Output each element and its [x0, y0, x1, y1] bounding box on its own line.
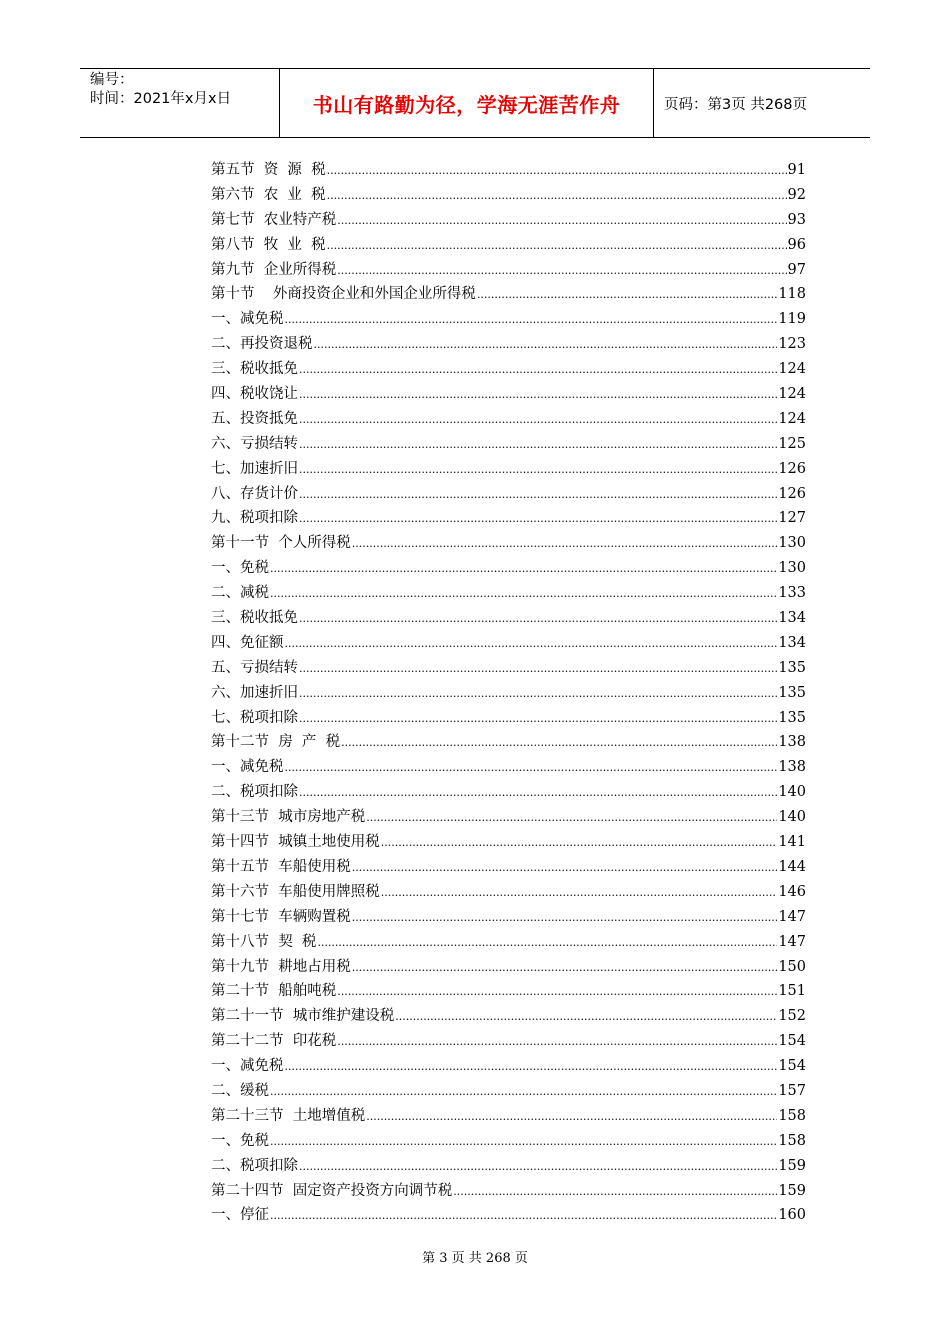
- toc-entry-page-number: 124: [778, 361, 806, 378]
- toc-dot-leader: [285, 635, 778, 651]
- toc-entry-page-number: 146: [778, 883, 806, 900]
- toc-dot-leader: [352, 859, 778, 875]
- toc-dot-leader: [327, 187, 787, 203]
- toc-entry[interactable]: [211, 1079, 806, 1104]
- toc-entry-page-number: 134: [778, 610, 806, 627]
- toc-entry-title: 四、免征额: [211, 634, 284, 651]
- toc-entry[interactable]: [211, 1104, 806, 1129]
- toc-dot-leader: [366, 809, 777, 825]
- toc-entry-title: 第八节 牧 业 税: [211, 236, 326, 253]
- toc-entry-title: 三、税收抵免: [211, 610, 298, 627]
- toc-entry[interactable]: [211, 183, 806, 208]
- toc-dot-leader: [327, 162, 787, 178]
- toc-entry-page-number: 157: [778, 1082, 806, 1099]
- toc-dot-leader: [352, 959, 778, 975]
- toc-entry-page-number: 125: [778, 435, 806, 452]
- toc-entry[interactable]: [211, 307, 806, 332]
- toc-dot-leader: [337, 212, 786, 228]
- toc-entry-page-number: 158: [778, 1132, 806, 1149]
- toc-entry-title: 五、投资抵免: [211, 410, 298, 427]
- toc-dot-leader: [381, 884, 778, 900]
- toc-entry-title: 一、停征: [211, 1207, 269, 1224]
- toc-entry[interactable]: [211, 606, 806, 631]
- toc-entry-page-number: 127: [778, 510, 806, 527]
- toc-entry-title: 第十六节 车船使用牌照税: [211, 883, 380, 900]
- toc-entry-title: 五、亏损结转: [211, 659, 298, 676]
- toc-entry[interactable]: [211, 457, 806, 482]
- toc-entry-page-number: 97: [787, 261, 806, 278]
- toc-entry-page-number: 130: [778, 560, 806, 577]
- header-page-info: 页码：第3页 共268页: [664, 96, 808, 113]
- toc-dot-leader: [352, 535, 778, 551]
- toc-dot-leader: [299, 436, 777, 452]
- toc-entry-page-number: 135: [778, 709, 806, 726]
- toc-entry-title: 第二十一节 城市维护建设税: [211, 1008, 395, 1025]
- page-header: [80, 68, 870, 138]
- toc-entry-page-number: 150: [778, 958, 806, 975]
- toc-entry-page-number: 126: [778, 460, 806, 477]
- toc-entry-title: 第二十四节 固定资产投资方向调节税: [211, 1182, 453, 1199]
- toc-entry-title: 四、税收饶让: [211, 386, 298, 403]
- page-footer: 第 3 页 共 268 页: [422, 1251, 528, 1266]
- toc-entry[interactable]: [211, 1154, 806, 1179]
- toc-entry[interactable]: [211, 432, 806, 457]
- toc-entry-page-number: 138: [778, 759, 806, 776]
- toc-dot-leader: [341, 734, 777, 750]
- toc-entry-page-number: 160: [778, 1207, 806, 1224]
- toc-dot-leader: [299, 710, 777, 726]
- toc-dot-leader: [299, 486, 777, 502]
- toc-entry-page-number: 96: [787, 236, 806, 253]
- toc-dot-leader: [337, 1033, 777, 1049]
- toc-entry[interactable]: [211, 233, 806, 258]
- toc-entry-title: 第十二节 房 产 税: [211, 734, 341, 751]
- toc-entry-page-number: 124: [778, 386, 806, 403]
- table-of-contents: [211, 158, 806, 1228]
- toc-entry-page-number: 119: [778, 311, 806, 328]
- toc-entry-title: 二、减税: [211, 585, 269, 602]
- toc-entry[interactable]: [211, 706, 806, 731]
- toc-dot-leader: [299, 361, 777, 377]
- toc-entry[interactable]: [211, 506, 806, 531]
- toc-dot-leader: [299, 386, 777, 402]
- toc-entry[interactable]: [211, 1029, 806, 1054]
- toc-entry-page-number: 135: [778, 684, 806, 701]
- toc-entry[interactable]: [211, 581, 806, 606]
- toc-entry-page-number: 147: [778, 908, 806, 925]
- toc-entry-title: 第五节 资 源 税: [211, 162, 326, 178]
- toc-entry-page-number: 134: [778, 634, 806, 651]
- toc-dot-leader: [270, 560, 777, 576]
- toc-entry-title: 第十五节 车船使用税: [211, 858, 351, 875]
- toc-entry-title: 一、免税: [211, 1132, 269, 1149]
- toc-entry-title: 第九节 企业所得税: [211, 261, 337, 278]
- toc-entry-title: 第七节 农业特产税: [211, 211, 337, 228]
- toc-entry-title: 八、存货计价: [211, 485, 298, 502]
- toc-entry-title: 第十八节 契 税: [211, 933, 317, 950]
- toc-dot-leader: [477, 286, 777, 302]
- toc-entry[interactable]: [211, 1004, 806, 1029]
- toc-entry[interactable]: [211, 282, 806, 307]
- toc-entry[interactable]: [211, 258, 806, 283]
- document-number-label: 编号：: [90, 72, 134, 88]
- toc-entry-page-number: 158: [778, 1107, 806, 1124]
- toc-entry-page-number: 118: [778, 286, 806, 303]
- toc-entry[interactable]: [211, 830, 806, 855]
- toc-entry[interactable]: [211, 780, 806, 805]
- toc-dot-leader: [285, 759, 778, 775]
- toc-entry-title: 七、加速折旧: [211, 460, 298, 477]
- toc-dot-leader: [453, 1183, 777, 1199]
- toc-entry-title: 六、加速折旧: [211, 684, 298, 701]
- toc-entry-title: 第十四节 城镇土地使用税: [211, 834, 380, 851]
- header-motto: 书山有路勤为径，学海无涯苦作舟: [280, 69, 654, 137]
- toc-entry-page-number: 144: [778, 858, 806, 875]
- toc-entry[interactable]: [211, 407, 806, 432]
- toc-entry-title: 第二十节 船舶吨税: [211, 983, 337, 1000]
- toc-entry-page-number: 93: [787, 211, 806, 228]
- toc-entry-title: 三、税收抵免: [211, 361, 298, 378]
- toc-dot-leader: [327, 237, 787, 253]
- toc-entry-title: 一、减免税: [211, 1058, 284, 1075]
- toc-entry-page-number: 133: [778, 585, 806, 602]
- toc-dot-leader: [337, 262, 786, 278]
- toc-entry[interactable]: [211, 1129, 806, 1154]
- toc-entry-page-number: 141: [778, 834, 806, 851]
- toc-entry-title: 第十九节 耕地占用税: [211, 958, 351, 975]
- toc-entry[interactable]: [211, 930, 806, 955]
- toc-entry[interactable]: [211, 730, 806, 755]
- toc-entry[interactable]: [211, 955, 806, 980]
- toc-dot-leader: [299, 685, 777, 701]
- toc-entry-title: 二、税项扣除: [211, 1157, 298, 1174]
- toc-entry-page-number: 123: [778, 336, 806, 353]
- toc-entry[interactable]: [211, 531, 806, 556]
- toc-entry-page-number: 152: [778, 1008, 806, 1025]
- toc-dot-leader: [299, 411, 777, 427]
- toc-dot-leader: [299, 660, 777, 676]
- toc-entry[interactable]: [211, 656, 806, 681]
- toc-entry-title: 第十一节 个人所得税: [211, 535, 351, 552]
- toc-entry[interactable]: [211, 631, 806, 656]
- toc-dot-leader: [366, 1108, 777, 1124]
- toc-entry[interactable]: [211, 880, 806, 905]
- toc-entry[interactable]: [211, 1054, 806, 1079]
- toc-entry-page-number: 147: [778, 933, 806, 950]
- toc-entry-page-number: 140: [778, 784, 806, 801]
- toc-entry[interactable]: [211, 556, 806, 581]
- toc-entry-title: 二、再投资退税: [211, 336, 313, 353]
- toc-dot-leader: [337, 983, 777, 999]
- toc-dot-leader: [299, 1158, 777, 1174]
- toc-entry-page-number: 130: [778, 535, 806, 552]
- toc-entry[interactable]: [211, 208, 806, 233]
- toc-entry-title: 第六节 农 业 税: [211, 186, 326, 203]
- header-meta: [80, 69, 280, 137]
- document-date: 时间：2021年x月x日: [90, 91, 232, 107]
- toc-entry[interactable]: [211, 482, 806, 507]
- toc-entry-title: 二、缓税: [211, 1082, 269, 1099]
- toc-dot-leader: [352, 909, 778, 925]
- toc-entry[interactable]: [211, 979, 806, 1004]
- toc-entry-page-number: 91: [787, 162, 806, 178]
- toc-entry-page-number: 151: [778, 983, 806, 1000]
- toc-entry[interactable]: [211, 158, 806, 183]
- toc-entry-title: 二、税项扣除: [211, 784, 298, 801]
- toc-dot-leader: [299, 784, 777, 800]
- toc-entry-title: 一、免税: [211, 560, 269, 577]
- toc-dot-leader: [381, 834, 778, 850]
- toc-dot-leader: [270, 1083, 777, 1099]
- toc-entry[interactable]: [211, 357, 806, 382]
- toc-entry[interactable]: [211, 1203, 806, 1228]
- toc-entry-title: 第二十二节 印花税: [211, 1033, 337, 1050]
- toc-dot-leader: [299, 610, 777, 626]
- toc-dot-leader: [270, 1133, 777, 1149]
- toc-entry[interactable]: [211, 905, 806, 930]
- toc-entry-title: 七、税项扣除: [211, 709, 298, 726]
- toc-dot-leader: [270, 585, 777, 601]
- toc-entry-page-number: 126: [778, 485, 806, 502]
- toc-entry[interactable]: [211, 382, 806, 407]
- toc-dot-leader: [317, 934, 777, 950]
- toc-dot-leader: [299, 510, 777, 526]
- toc-entry-title: 一、减免税: [211, 311, 284, 328]
- toc-entry-page-number: 138: [778, 734, 806, 751]
- toc-entry[interactable]: [211, 805, 806, 830]
- toc-entry-title: 第十七节 车辆购置税: [211, 908, 351, 925]
- toc-entry-page-number: 92: [787, 186, 806, 203]
- toc-dot-leader: [299, 461, 777, 477]
- toc-entry-title: 六、亏损结转: [211, 435, 298, 452]
- toc-dot-leader: [285, 311, 778, 327]
- toc-entry-title: 第十节 外商投资企业和外国企业所得税: [211, 286, 476, 303]
- toc-entry-page-number: 159: [778, 1182, 806, 1199]
- toc-entry-page-number: 159: [778, 1157, 806, 1174]
- toc-entry-title: 第二十三节 土地增值税: [211, 1107, 366, 1124]
- toc-entry-page-number: 154: [778, 1033, 806, 1050]
- toc-entry[interactable]: [211, 1179, 806, 1204]
- toc-dot-leader: [270, 1207, 777, 1223]
- toc-entry[interactable]: [211, 755, 806, 780]
- toc-entry-page-number: 154: [778, 1058, 806, 1075]
- toc-entry-title: 一、减免税: [211, 759, 284, 776]
- toc-dot-leader: [285, 1058, 778, 1074]
- toc-entry-page-number: 140: [778, 809, 806, 826]
- toc-dot-leader: [395, 1008, 777, 1024]
- toc-entry-page-number: 135: [778, 659, 806, 676]
- toc-entry-title: 九、税项扣除: [211, 510, 298, 527]
- toc-entry[interactable]: [211, 681, 806, 706]
- toc-dot-leader: [314, 336, 778, 352]
- toc-entry-page-number: 124: [778, 410, 806, 427]
- toc-entry-title: 第十三节 城市房地产税: [211, 809, 366, 826]
- toc-entry[interactable]: [211, 332, 806, 357]
- toc-entry[interactable]: [211, 855, 806, 880]
